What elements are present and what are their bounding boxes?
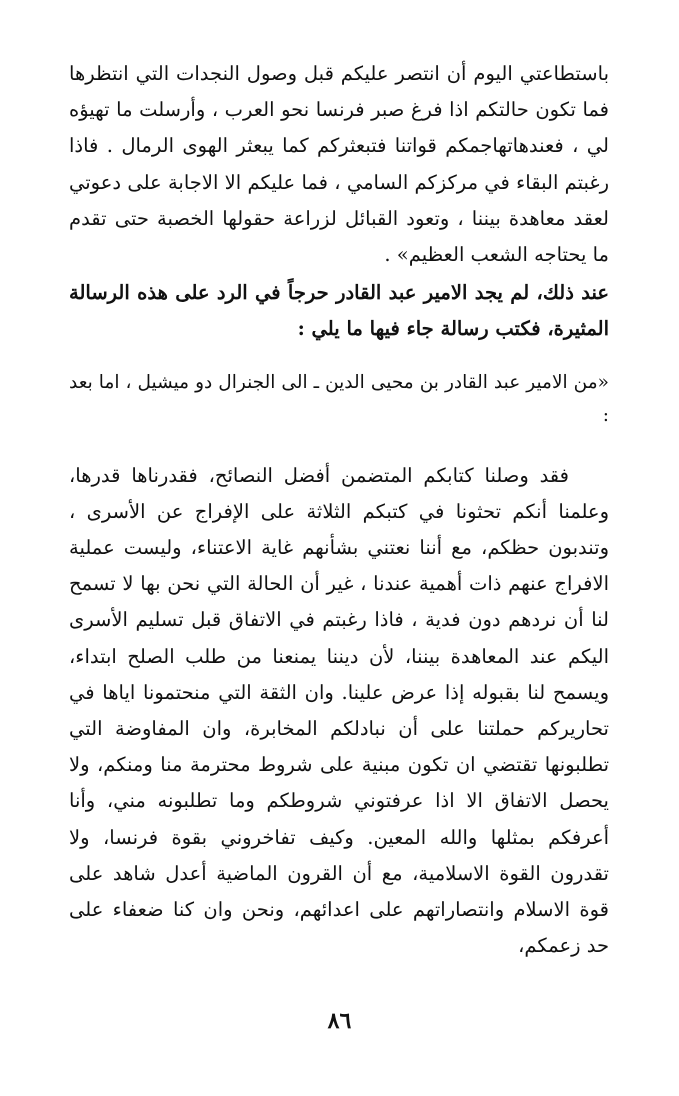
paragraph-narration: عند ذلك، لم يجد الامير عبد القادر حرجاً في الرد على هذه الرسالة المثيرة، فكتب رسالة جاء فيها ما يلي : [69, 281, 609, 341]
letter-salutation: «من الامير عبد القادر بن محيى الدين ـ الى الجنرال دو ميشيل ، اما بعد : [69, 371, 609, 426]
letter-body: فقد وصلنا كتابكم المتضمن أفضل النصائح، فقدرناها قدرها، وعلمنا أنكم تحثونا في كتبكم الثلاثة على الإفراج عن الأسرى ، وتندبون حظكم، مع أننا نعتني بشأنهم غاية الاعتناء، وليست عملية الافراج عنهم ذات أهمية عندنا ، غير أن الحالة التي نحن بها لا تسمح لنا أن نردهم دون فدية ، فاذا رغبتم في الاتفاق قبل تسليم الأسرى اليكم عند المعاهدة بيننا، لأن ديننا يمنعنا من طلب الصلح ابتداء، ويسمح لنا بقبوله إذا عرض علينا. وان الثقة التي منحتمونا اياها في تحاريركم حملتنا على أن نبادلكم المخابرة، وان المفاوضة التي تطلبونها تقتضي ان تكون مبنية على شروط محترمة منا ومنكم، ولا يحصل الاتفاق الا اذا عرفتوني شروطكم وما تطلبونه مني، وأنا أعرفكم بمثلها والله المعين. وكيف تفاخروني بقوة فرنسا، ولا تقدرون القوة الاسلامية، مع أن القرون الماضية أعدل شاهد على قوة الاسلام وانتصاراتهم على اعدائهم، ونحن وان كنا ضعفاء على حد زعمكم، [69, 463, 609, 958]
page-number: ٨٦ [327, 1008, 352, 1034]
page-body [69, 56, 609, 964]
paragraph-letter-end: باستطاعتي اليوم أن انتصر عليكم قبل وصول النجدات التي انتظرها فما تكون حالتكم اذا فرغ صبر فرنسا نحو العرب ، وأرسلت ما تهيؤه لي ، فعندهاتهاجمكم قواتنا فتبعثركم كما يبعثر الهوى الرمال . فاذا رغبتم البقاء في مركزكم السامي ، فما عليكم الا الاجابة على دعوتي لعقد معاهدة بيننا ، وتعود القبائل لزراعة حقولها الخصبة حتى تقدم ما يحتاجه الشعب العظيم» . [69, 62, 609, 267]
